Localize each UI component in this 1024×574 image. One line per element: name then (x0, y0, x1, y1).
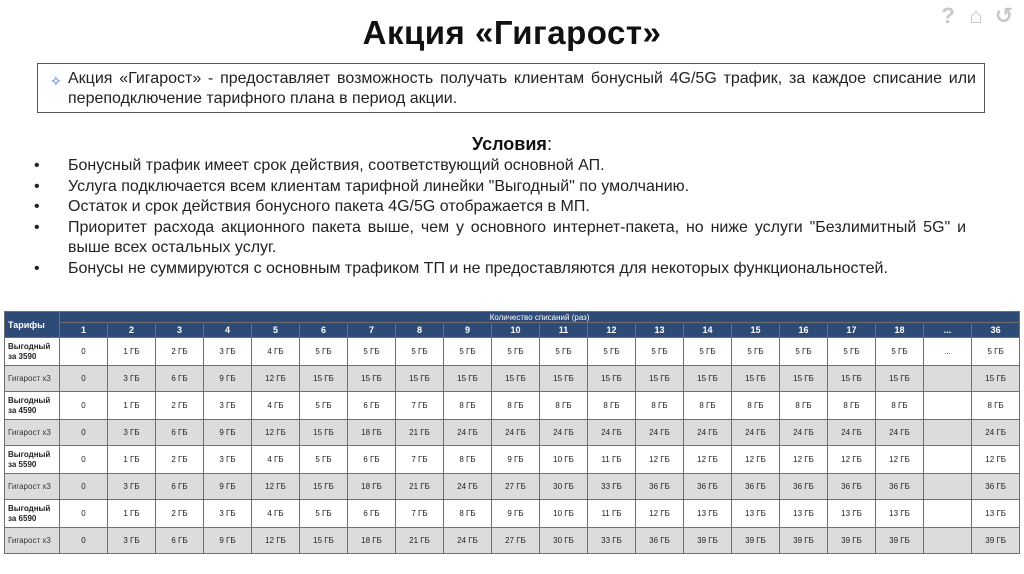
table-cell: 2 ГБ (156, 446, 204, 474)
back-icon[interactable]: ↺ (994, 3, 1014, 28)
table-cell: 13 ГБ (732, 500, 780, 528)
table-cell: 8 ГБ (492, 392, 540, 420)
table-row (5, 338, 1020, 366)
conditions-title-colon: : (546, 134, 552, 154)
table-cell: 1 ГБ (108, 500, 156, 528)
table-cell: 9 ГБ (204, 474, 252, 500)
table-cell: 13 ГБ (780, 500, 828, 528)
condition-item: • Услуга подключается всем клиентам тарифной линейки "Выгодный" по умолчанию. (34, 177, 966, 198)
table-cell: 15 ГБ (588, 366, 636, 392)
table-cell: 6 ГБ (348, 446, 396, 474)
table-cell: 11 ГБ (588, 446, 636, 474)
table-cell: 12 ГБ (252, 474, 300, 500)
table-cell: 15 ГБ (876, 366, 924, 392)
condition-item: • Бонусный трафик имеет срок действия, соответствующий основной АП. (34, 156, 966, 177)
table-cell: 6 ГБ (156, 474, 204, 500)
table-cell: 5 ГБ (492, 338, 540, 366)
table-cell: 39 ГБ (684, 528, 732, 554)
conditions-list (34, 156, 966, 279)
table-cell: 18 ГБ (348, 474, 396, 500)
table-cell: 5 ГБ (300, 446, 348, 474)
table-cell: 12 ГБ (780, 446, 828, 474)
column-header: 16 (780, 323, 828, 338)
table-row (5, 420, 1020, 446)
table-cell: 5 ГБ (348, 338, 396, 366)
table-cell: 30 ГБ (540, 474, 588, 500)
table-cell: 24 ГБ (972, 420, 1020, 446)
table-cell: 24 ГБ (444, 528, 492, 554)
conditions-title-text: Условия (472, 134, 547, 154)
table-cell: 11 ГБ (588, 500, 636, 528)
tariff-name: Гигарост х3 (5, 528, 60, 554)
table-cell: 3 ГБ (204, 446, 252, 474)
column-header: 5 (252, 323, 300, 338)
table-cell: 5 ГБ (300, 338, 348, 366)
table-cell: 15 ГБ (300, 420, 348, 446)
table-cell: 24 ГБ (444, 420, 492, 446)
table-cell: 3 ГБ (204, 338, 252, 366)
tariff-name: Выгодный за 6590 (5, 500, 60, 528)
table-cell: 8 ГБ (876, 392, 924, 420)
table-cell: 12 ГБ (828, 446, 876, 474)
table-cell: 0 (60, 338, 108, 366)
table-cell: 12 ГБ (972, 446, 1020, 474)
table-cell: 36 ГБ (876, 474, 924, 500)
table-cell: 5 ГБ (444, 338, 492, 366)
table-cell: 39 ГБ (972, 528, 1020, 554)
column-header: 17 (828, 323, 876, 338)
table-cell: 24 ГБ (540, 420, 588, 446)
table-cell (924, 474, 972, 500)
table-cell: 8 ГБ (732, 392, 780, 420)
table-cell: 15 ГБ (732, 366, 780, 392)
table-cell: 7 ГБ (396, 392, 444, 420)
table-cell: 8 ГБ (444, 446, 492, 474)
table-cell: 3 ГБ (108, 528, 156, 554)
table-cell (924, 366, 972, 392)
page-title: Акция «Гигарост» (362, 14, 662, 51)
column-header: 1 (60, 323, 108, 338)
table-cell: 21 ГБ (396, 420, 444, 446)
table-cell: 18 ГБ (348, 528, 396, 554)
table-cell (924, 392, 972, 420)
table-cell: 15 ГБ (300, 474, 348, 500)
column-header: 36 (972, 323, 1020, 338)
table-cell: 15 ГБ (540, 366, 588, 392)
table-cell: 27 ГБ (492, 474, 540, 500)
table-cell: 8 ГБ (828, 392, 876, 420)
table-cell: 24 ГБ (444, 474, 492, 500)
table-cell: 36 ГБ (732, 474, 780, 500)
table-cell: 0 (60, 528, 108, 554)
table-cell: 6 ГБ (348, 392, 396, 420)
table-cell: 30 ГБ (540, 528, 588, 554)
tariff-name: Гигарост х3 (5, 420, 60, 446)
table-cell: 36 ГБ (636, 474, 684, 500)
table-cell: 24 ГБ (876, 420, 924, 446)
table-cell: 7 ГБ (396, 500, 444, 528)
table-cell: 13 ГБ (972, 500, 1020, 528)
table-cell: 5 ГБ (876, 338, 924, 366)
column-header: 10 (492, 323, 540, 338)
table-cell: 3 ГБ (108, 366, 156, 392)
column-header: 13 (636, 323, 684, 338)
table-cell: 12 ГБ (876, 446, 924, 474)
count-header: Количество списаний (раз) (60, 312, 1020, 323)
table-cell: 10 ГБ (540, 446, 588, 474)
table-cell: ... (924, 338, 972, 366)
table-cell: 12 ГБ (684, 446, 732, 474)
table-cell: 6 ГБ (156, 420, 204, 446)
table-cell: 5 ГБ (828, 338, 876, 366)
table-cell: 5 ГБ (732, 338, 780, 366)
condition-item: • Бонусы не суммируются с основным трафиком ТП и не предоставляются для некоторых функциональностей. (34, 259, 966, 280)
table-cell: 3 ГБ (108, 474, 156, 500)
tariff-name: Выгодный за 5590 (5, 446, 60, 474)
table-cell: 15 ГБ (444, 366, 492, 392)
table-cell: 36 ГБ (684, 474, 732, 500)
table-cell: 12 ГБ (636, 446, 684, 474)
table-cell: 5 ГБ (972, 338, 1020, 366)
table-cell (924, 446, 972, 474)
table-cell: 12 ГБ (636, 500, 684, 528)
table-cell: 5 ГБ (636, 338, 684, 366)
table-cell: 24 ГБ (492, 420, 540, 446)
table-cell: 15 ГБ (348, 366, 396, 392)
column-header: 4 (204, 323, 252, 338)
table-cell: 0 (60, 474, 108, 500)
table-row (5, 366, 1020, 392)
column-header: 7 (348, 323, 396, 338)
table-cell: 3 ГБ (204, 500, 252, 528)
table-cell: 5 ГБ (396, 338, 444, 366)
table-cell: 24 ГБ (780, 420, 828, 446)
table-cell: 4 ГБ (252, 392, 300, 420)
table-cell: 13 ГБ (684, 500, 732, 528)
table-cell: 39 ГБ (828, 528, 876, 554)
table-cell: 12 ГБ (252, 528, 300, 554)
help-icon[interactable]: ? (941, 3, 955, 28)
table-cell: 39 ГБ (732, 528, 780, 554)
table-cell: 1 ГБ (108, 446, 156, 474)
table-cell: 9 ГБ (204, 366, 252, 392)
table-cell: 8 ГБ (444, 500, 492, 528)
table-cell: 5 ГБ (588, 338, 636, 366)
column-header: 14 (684, 323, 732, 338)
table-cell: 36 ГБ (780, 474, 828, 500)
table-cell: 15 ГБ (684, 366, 732, 392)
table-cell: 0 (60, 366, 108, 392)
table-cell: 8 ГБ (684, 392, 732, 420)
table-cell: 9 ГБ (492, 446, 540, 474)
column-header: 15 (732, 323, 780, 338)
table-cell: 1 ГБ (108, 338, 156, 366)
condition-item: • Приоритет расхода акционного пакета выше, чем у основного интернет-пакета, но ниже услуги "Безлимитный 5G" и выше всех остальных услуг. (34, 218, 966, 259)
column-header: 6 (300, 323, 348, 338)
table-cell: 12 ГБ (732, 446, 780, 474)
table-cell: 12 ГБ (252, 366, 300, 392)
table-cell: 13 ГБ (828, 500, 876, 528)
table-cell: 5 ГБ (780, 338, 828, 366)
intro-text: Акция «Гигарост» - предоставляет возможность получать клиентам бонусный 4G/5G трафик, за каждое списание или переподключение тарифного плана в период акции. (68, 70, 976, 107)
column-header: 9 (444, 323, 492, 338)
table-cell: 2 ГБ (156, 392, 204, 420)
table-cell: 15 ГБ (972, 366, 1020, 392)
table-cell: 36 ГБ (972, 474, 1020, 500)
tariff-name: Гигарост х3 (5, 474, 60, 500)
table-cell: 15 ГБ (780, 366, 828, 392)
column-header: ... (924, 323, 972, 338)
tariff-name: Гигарост х3 (5, 366, 60, 392)
table-cell: 3 ГБ (108, 420, 156, 446)
table-cell: 24 ГБ (636, 420, 684, 446)
table-cell: 0 (60, 420, 108, 446)
table-cell: 8 ГБ (972, 392, 1020, 420)
table-cell: 36 ГБ (636, 528, 684, 554)
table-cell: 5 ГБ (300, 500, 348, 528)
tariff-name: Выгодный за 3590 (5, 338, 60, 366)
table-cell: 15 ГБ (636, 366, 684, 392)
table-cell: 0 (60, 500, 108, 528)
table-cell (924, 500, 972, 528)
table-cell: 33 ГБ (588, 474, 636, 500)
table-cell: 12 ГБ (252, 420, 300, 446)
table-cell: 8 ГБ (636, 392, 684, 420)
table-cell: 4 ГБ (252, 338, 300, 366)
table-cell (924, 528, 972, 554)
table-cell: 15 ГБ (300, 366, 348, 392)
table-cell: 18 ГБ (348, 420, 396, 446)
column-header: 8 (396, 323, 444, 338)
column-header: 11 (540, 323, 588, 338)
tariff-name: Выгодный за 4590 (5, 392, 60, 420)
table-cell: 6 ГБ (156, 528, 204, 554)
table-cell: 4 ГБ (252, 500, 300, 528)
table-cell: 8 ГБ (540, 392, 588, 420)
column-header: 12 (588, 323, 636, 338)
table-cell: 6 ГБ (156, 366, 204, 392)
table-cell: 13 ГБ (876, 500, 924, 528)
table-row (5, 392, 1020, 420)
table-cell: 6 ГБ (348, 500, 396, 528)
table-cell: 15 ГБ (300, 528, 348, 554)
table-cell: 24 ГБ (588, 420, 636, 446)
table-cell: 39 ГБ (780, 528, 828, 554)
column-header: 2 (108, 323, 156, 338)
table-cell: 8 ГБ (588, 392, 636, 420)
table-cell: 39 ГБ (876, 528, 924, 554)
table-cell: 21 ГБ (396, 528, 444, 554)
table-row (5, 528, 1020, 554)
table-cell: 8 ГБ (444, 392, 492, 420)
table-cell: 9 ГБ (204, 420, 252, 446)
table-row (5, 474, 1020, 500)
table-cell: 0 (60, 446, 108, 474)
table-row (5, 500, 1020, 528)
column-header: 3 (156, 323, 204, 338)
table-cell: 3 ГБ (204, 392, 252, 420)
table-cell: 8 ГБ (780, 392, 828, 420)
table-cell: 5 ГБ (684, 338, 732, 366)
table-cell: 15 ГБ (492, 366, 540, 392)
table-cell: 24 ГБ (828, 420, 876, 446)
table-cell: 27 ГБ (492, 528, 540, 554)
table-cell: 15 ГБ (828, 366, 876, 392)
home-icon[interactable]: ⌂ (969, 3, 983, 28)
table-cell: 1 ГБ (108, 392, 156, 420)
column-header: 18 (876, 323, 924, 338)
table-cell: 15 ГБ (396, 366, 444, 392)
intro-box (37, 63, 985, 113)
table-cell: 21 ГБ (396, 474, 444, 500)
diamond-bullet-icon: ✧ (50, 73, 62, 89)
tariffs-header: Тарифы (5, 312, 60, 338)
bonus-table (4, 311, 1020, 554)
table-cell (924, 420, 972, 446)
nav-toolbar (936, 4, 1016, 28)
table-cell: 9 ГБ (204, 528, 252, 554)
table-cell: 4 ГБ (252, 446, 300, 474)
table-cell: 36 ГБ (828, 474, 876, 500)
table-cell: 9 ГБ (492, 500, 540, 528)
table-cell: 2 ГБ (156, 500, 204, 528)
condition-item: • Остаток и срок действия бонусного пакета 4G/5G отображается в МП. (34, 197, 966, 218)
table-cell: 24 ГБ (732, 420, 780, 446)
table-cell: 10 ГБ (540, 500, 588, 528)
table-row (5, 446, 1020, 474)
table-cell: 5 ГБ (300, 392, 348, 420)
table-cell: 0 (60, 392, 108, 420)
table-cell: 7 ГБ (396, 446, 444, 474)
table-cell: 24 ГБ (684, 420, 732, 446)
table-cell: 33 ГБ (588, 528, 636, 554)
conditions-title (0, 134, 1024, 155)
table-cell: 5 ГБ (540, 338, 588, 366)
table-cell: 2 ГБ (156, 338, 204, 366)
